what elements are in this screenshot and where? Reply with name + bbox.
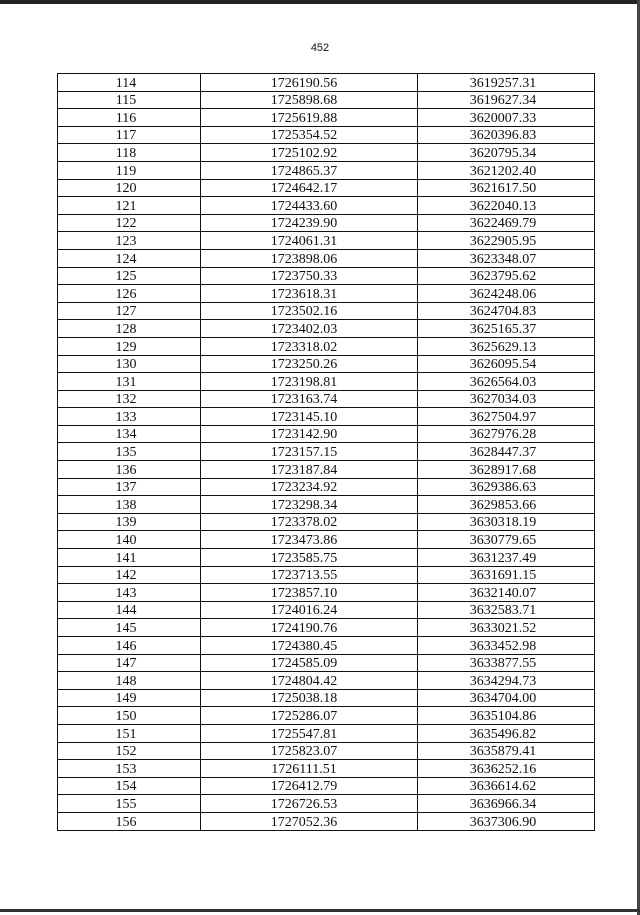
table-row [58, 214, 595, 232]
table-row [58, 285, 595, 303]
point-number-cell: 139 [58, 513, 201, 531]
table-row [58, 549, 595, 567]
x-coordinate-cell: 1723250.26 [201, 355, 418, 373]
point-number-cell: 144 [58, 601, 201, 619]
page-number: 452 [310, 42, 330, 54]
table-row [58, 425, 595, 443]
point-number-cell: 152 [58, 742, 201, 760]
y-coordinate-cell: 3630318.19 [418, 513, 595, 531]
x-coordinate-cell: 1726726.53 [201, 795, 418, 813]
coordinates-table-body [58, 74, 595, 831]
y-coordinate-cell: 3627504.97 [418, 408, 595, 426]
table-row [58, 654, 595, 672]
x-coordinate-cell: 1726190.56 [201, 74, 418, 92]
x-coordinate-cell: 1723187.84 [201, 461, 418, 479]
table-row [58, 267, 595, 285]
y-coordinate-cell: 3625629.13 [418, 337, 595, 355]
point-number-cell: 153 [58, 760, 201, 778]
point-number-cell: 141 [58, 549, 201, 567]
point-number-cell: 118 [58, 144, 201, 162]
x-coordinate-cell: 1725547.81 [201, 724, 418, 742]
x-coordinate-cell: 1724190.76 [201, 619, 418, 637]
x-coordinate-cell: 1724380.45 [201, 637, 418, 655]
table-row [58, 601, 595, 619]
point-number-cell: 117 [58, 126, 201, 144]
y-coordinate-cell: 3624704.83 [418, 302, 595, 320]
table-row [58, 355, 595, 373]
point-number-cell: 154 [58, 777, 201, 795]
y-coordinate-cell: 3620795.34 [418, 144, 595, 162]
table-row [58, 390, 595, 408]
y-coordinate-cell: 3635104.86 [418, 707, 595, 725]
y-coordinate-cell: 3629386.63 [418, 478, 595, 496]
point-number-cell: 142 [58, 566, 201, 584]
point-number-cell: 127 [58, 302, 201, 320]
x-coordinate-cell: 1724642.17 [201, 179, 418, 197]
x-coordinate-cell: 1727052.36 [201, 812, 418, 830]
y-coordinate-cell: 3628917.68 [418, 461, 595, 479]
y-coordinate-cell: 3627034.03 [418, 390, 595, 408]
table-row [58, 320, 595, 338]
table-row [58, 496, 595, 514]
table-row [58, 619, 595, 637]
point-number-cell: 125 [58, 267, 201, 285]
y-coordinate-cell: 3635879.41 [418, 742, 595, 760]
x-coordinate-cell: 1723163.74 [201, 390, 418, 408]
table-row [58, 760, 595, 778]
table-row [58, 795, 595, 813]
table-row [58, 443, 595, 461]
coordinates-table [57, 73, 595, 831]
y-coordinate-cell: 3625165.37 [418, 320, 595, 338]
table-row [58, 566, 595, 584]
point-number-cell: 145 [58, 619, 201, 637]
x-coordinate-cell: 1724016.24 [201, 601, 418, 619]
x-coordinate-cell: 1723298.34 [201, 496, 418, 514]
x-coordinate-cell: 1723157.15 [201, 443, 418, 461]
x-coordinate-cell: 1723198.81 [201, 373, 418, 391]
y-coordinate-cell: 3620007.33 [418, 109, 595, 127]
y-coordinate-cell: 3632583.71 [418, 601, 595, 619]
table-row [58, 584, 595, 602]
x-coordinate-cell: 1723142.90 [201, 425, 418, 443]
x-coordinate-cell: 1725619.88 [201, 109, 418, 127]
point-number-cell: 150 [58, 707, 201, 725]
table-row [58, 337, 595, 355]
point-number-cell: 143 [58, 584, 201, 602]
y-coordinate-cell: 3635496.82 [418, 724, 595, 742]
y-coordinate-cell: 3626095.54 [418, 355, 595, 373]
y-coordinate-cell: 3619627.34 [418, 91, 595, 109]
y-coordinate-cell: 3621617.50 [418, 179, 595, 197]
table-row [58, 812, 595, 830]
table-row [58, 302, 595, 320]
point-number-cell: 126 [58, 285, 201, 303]
table-row [58, 74, 595, 92]
y-coordinate-cell: 3632140.07 [418, 584, 595, 602]
table-row [58, 777, 595, 795]
point-number-cell: 131 [58, 373, 201, 391]
x-coordinate-cell: 1724865.37 [201, 161, 418, 179]
y-coordinate-cell: 3636614.62 [418, 777, 595, 795]
x-coordinate-cell: 1723145.10 [201, 408, 418, 426]
y-coordinate-cell: 3620396.83 [418, 126, 595, 144]
point-number-cell: 119 [58, 161, 201, 179]
table-row [58, 742, 595, 760]
x-coordinate-cell: 1724433.60 [201, 197, 418, 215]
table-row [58, 197, 595, 215]
y-coordinate-cell: 3622040.13 [418, 197, 595, 215]
table-row [58, 179, 595, 197]
table-row [58, 637, 595, 655]
scan-border-top [0, 0, 640, 4]
point-number-cell: 133 [58, 408, 201, 426]
table-row [58, 373, 595, 391]
y-coordinate-cell: 3619257.31 [418, 74, 595, 92]
x-coordinate-cell: 1723585.75 [201, 549, 418, 567]
table-row [58, 144, 595, 162]
table-row [58, 724, 595, 742]
point-number-cell: 147 [58, 654, 201, 672]
x-coordinate-cell: 1725102.92 [201, 144, 418, 162]
y-coordinate-cell: 3631691.15 [418, 566, 595, 584]
point-number-cell: 122 [58, 214, 201, 232]
y-coordinate-cell: 3627976.28 [418, 425, 595, 443]
point-number-cell: 121 [58, 197, 201, 215]
scan-border-bottom [0, 909, 640, 912]
y-coordinate-cell: 3634294.73 [418, 672, 595, 690]
y-coordinate-cell: 3621202.40 [418, 161, 595, 179]
y-coordinate-cell: 3634704.00 [418, 689, 595, 707]
x-coordinate-cell: 1724585.09 [201, 654, 418, 672]
point-number-cell: 120 [58, 179, 201, 197]
y-coordinate-cell: 3633452.98 [418, 637, 595, 655]
x-coordinate-cell: 1724239.90 [201, 214, 418, 232]
x-coordinate-cell: 1723618.31 [201, 285, 418, 303]
table-row [58, 91, 595, 109]
x-coordinate-cell: 1724804.42 [201, 672, 418, 690]
y-coordinate-cell: 3622905.95 [418, 232, 595, 250]
point-number-cell: 136 [58, 461, 201, 479]
y-coordinate-cell: 3629853.66 [418, 496, 595, 514]
table-row [58, 232, 595, 250]
x-coordinate-cell: 1723502.16 [201, 302, 418, 320]
point-number-cell: 146 [58, 637, 201, 655]
point-number-cell: 115 [58, 91, 201, 109]
x-coordinate-cell: 1725354.52 [201, 126, 418, 144]
table-row [58, 513, 595, 531]
x-coordinate-cell: 1725286.07 [201, 707, 418, 725]
x-coordinate-cell: 1723234.92 [201, 478, 418, 496]
point-number-cell: 156 [58, 812, 201, 830]
x-coordinate-cell: 1723473.86 [201, 531, 418, 549]
y-coordinate-cell: 3623795.62 [418, 267, 595, 285]
point-number-cell: 130 [58, 355, 201, 373]
table-row [58, 461, 595, 479]
x-coordinate-cell: 1725823.07 [201, 742, 418, 760]
x-coordinate-cell: 1723402.03 [201, 320, 418, 338]
y-coordinate-cell: 3633877.55 [418, 654, 595, 672]
table-row [58, 109, 595, 127]
table-row [58, 249, 595, 267]
y-coordinate-cell: 3636966.34 [418, 795, 595, 813]
y-coordinate-cell: 3624248.06 [418, 285, 595, 303]
x-coordinate-cell: 1723378.02 [201, 513, 418, 531]
table-row [58, 161, 595, 179]
y-coordinate-cell: 3626564.03 [418, 373, 595, 391]
point-number-cell: 138 [58, 496, 201, 514]
x-coordinate-cell: 1723857.10 [201, 584, 418, 602]
x-coordinate-cell: 1723750.33 [201, 267, 418, 285]
y-coordinate-cell: 3630779.65 [418, 531, 595, 549]
point-number-cell: 116 [58, 109, 201, 127]
x-coordinate-cell: 1723898.06 [201, 249, 418, 267]
point-number-cell: 114 [58, 74, 201, 92]
point-number-cell: 149 [58, 689, 201, 707]
y-coordinate-cell: 3637306.90 [418, 812, 595, 830]
point-number-cell: 128 [58, 320, 201, 338]
point-number-cell: 137 [58, 478, 201, 496]
point-number-cell: 140 [58, 531, 201, 549]
x-coordinate-cell: 1724061.31 [201, 232, 418, 250]
table-row [58, 478, 595, 496]
x-coordinate-cell: 1723318.02 [201, 337, 418, 355]
x-coordinate-cell: 1726111.51 [201, 760, 418, 778]
point-number-cell: 148 [58, 672, 201, 690]
point-number-cell: 151 [58, 724, 201, 742]
point-number-cell: 129 [58, 337, 201, 355]
x-coordinate-cell: 1723713.55 [201, 566, 418, 584]
table-row [58, 408, 595, 426]
table-row [58, 531, 595, 549]
y-coordinate-cell: 3636252.16 [418, 760, 595, 778]
table-row [58, 126, 595, 144]
point-number-cell: 155 [58, 795, 201, 813]
point-number-cell: 123 [58, 232, 201, 250]
point-number-cell: 124 [58, 249, 201, 267]
table-row [58, 672, 595, 690]
table-row [58, 707, 595, 725]
y-coordinate-cell: 3622469.79 [418, 214, 595, 232]
x-coordinate-cell: 1725898.68 [201, 91, 418, 109]
point-number-cell: 132 [58, 390, 201, 408]
x-coordinate-cell: 1726412.79 [201, 777, 418, 795]
y-coordinate-cell: 3631237.49 [418, 549, 595, 567]
table-row [58, 689, 595, 707]
y-coordinate-cell: 3633021.52 [418, 619, 595, 637]
x-coordinate-cell: 1725038.18 [201, 689, 418, 707]
point-number-cell: 135 [58, 443, 201, 461]
point-number-cell: 134 [58, 425, 201, 443]
y-coordinate-cell: 3623348.07 [418, 249, 595, 267]
y-coordinate-cell: 3628447.37 [418, 443, 595, 461]
